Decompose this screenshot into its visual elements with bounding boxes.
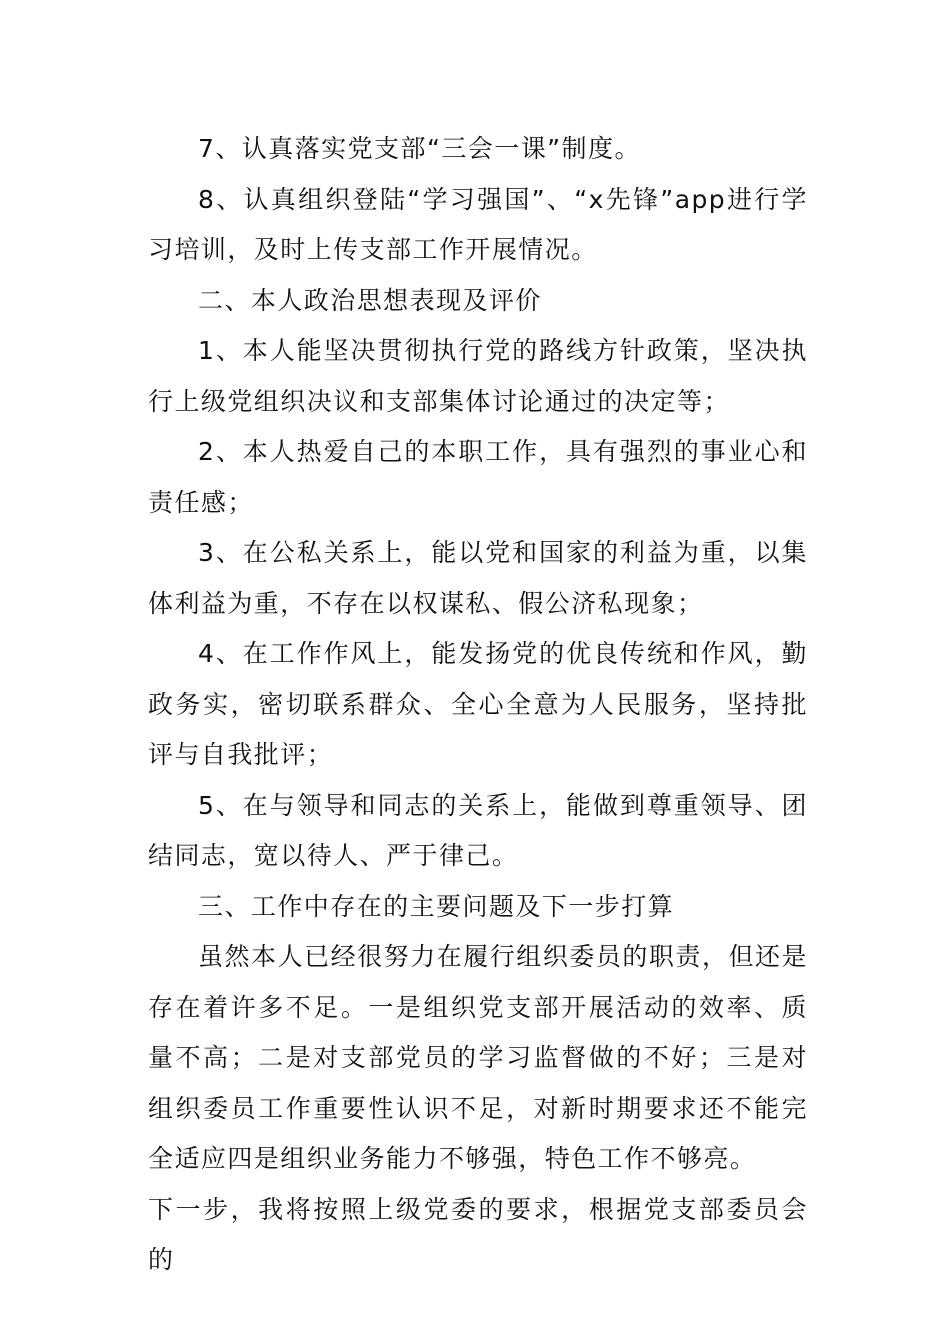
paragraph-evaluation-3: 3、在公私关系上，能以党和国家的利益为重，以集体利益为重，不存在以权谋私、假公济私现象； <box>148 538 808 618</box>
paragraph-evaluation-2: 2、本人热爱自己的本职工作，具有强烈的事业心和责任感； <box>148 437 808 517</box>
section-heading-2: 二、本人政治思想表现及评价 <box>198 285 542 315</box>
paragraph-next-steps: 下一步，我将按照上级党委的要求，根据党支部委员会的 <box>148 1194 808 1274</box>
paragraph-evaluation-5: 5、在与领导和同志的关系上，能做到尊重领导、团结同志，宽以待人、严于律己。 <box>148 790 808 870</box>
paragraph-item-7: 7、认真落实党支部“三会一课”制度。 <box>198 134 641 163</box>
paragraph-problems: 虽然本人已经很努力在履行组织委员的职责，但还是存在着许多不足。一是组织党支部开展活动的效率、质量不高；二是对支部党员的学习监督做的不好；三是对组织委员工作重要性认识不足，对新时期要求还不能完全适应四是组织业务能力不够强，特色工作不够亮。 <box>148 942 808 1173</box>
paragraph-evaluation-1: 1、本人能坚决贯彻执行党的路线方针政策，坚决执行上级党组织决议和支部集体讨论通过的决定等； <box>148 336 808 416</box>
paragraph-evaluation-4: 4、在工作作风上，能发扬党的优良传统和作风，勤政务实，密切联系群众、全心全意为人民服务，坚持批评与自我批评； <box>148 639 808 769</box>
section-heading-3: 三、工作中存在的主要问题及下一步打算 <box>198 891 675 921</box>
document-body <box>148 124 808 1286</box>
paragraph-item-8: 8、认真组织登陆“学习强国”、“x先锋”app进行学习培训，及时上传支部工作开展情况。 <box>148 184 808 264</box>
